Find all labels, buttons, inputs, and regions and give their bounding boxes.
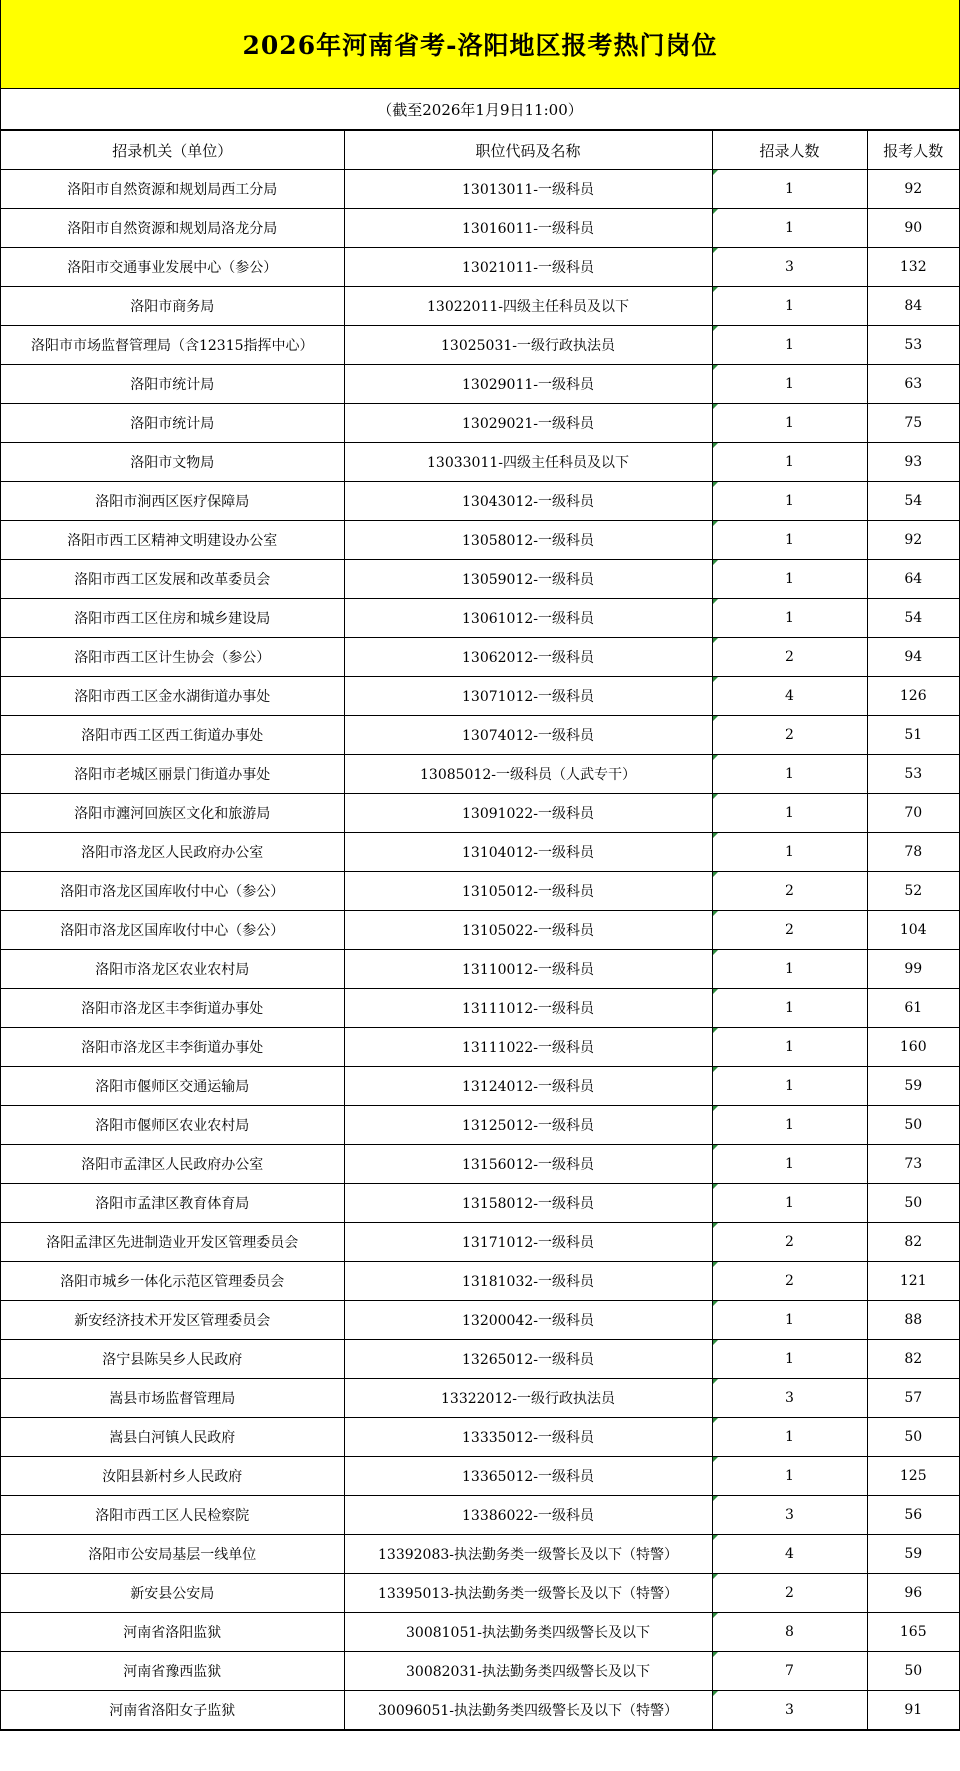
cell-applicant-count: 52 — [867, 872, 959, 911]
cell-recruit-count: 1 — [712, 1457, 867, 1496]
cell-applicant-count: 88 — [867, 1301, 959, 1340]
cell-position: 13365012-一级科员 — [344, 1457, 712, 1496]
table-row — [1, 1613, 959, 1652]
cell-agency: 洛阳市洛龙区农业农村局 — [1, 950, 344, 989]
cell-recruit-count: 4 — [712, 677, 867, 716]
cell-recruit-count: 1 — [712, 287, 867, 326]
cell-agency: 洛阳市洛龙区国库收付中心（参公） — [1, 872, 344, 911]
cell-position: 13335012-一级科员 — [344, 1418, 712, 1457]
cell-recruit-count: 2 — [712, 638, 867, 677]
cell-agency: 洛阳市西工区西工街道办事处 — [1, 716, 344, 755]
cell-recruit-count: 1 — [712, 1106, 867, 1145]
cell-agency: 洛阳市洛龙区国库收付中心（参公） — [1, 911, 344, 950]
cell-applicant-count: 57 — [867, 1379, 959, 1418]
table-row — [1, 287, 959, 326]
cell-applicant-count: 84 — [867, 287, 959, 326]
cell-applicant-count: 73 — [867, 1145, 959, 1184]
cell-recruit-count: 1 — [712, 560, 867, 599]
cell-applicant-count: 59 — [867, 1067, 959, 1106]
cell-agency: 洛阳市孟津区人民政府办公室 — [1, 1145, 344, 1184]
cell-agency: 洛阳市城乡一体化示范区管理委员会 — [1, 1262, 344, 1301]
cell-position: 13071012-一级科员 — [344, 677, 712, 716]
cell-recruit-count: 2 — [712, 1223, 867, 1262]
cell-recruit-count: 1 — [712, 1067, 867, 1106]
cell-position: 13104012-一级科员 — [344, 833, 712, 872]
cell-recruit-count: 1 — [712, 1145, 867, 1184]
cell-agency: 河南省洛阳监狱 — [1, 1613, 344, 1652]
table-row — [1, 1145, 959, 1184]
cell-position: 13111012-一级科员 — [344, 989, 712, 1028]
cell-agency: 洛阳孟津区先进制造业开发区管理委员会 — [1, 1223, 344, 1262]
cell-recruit-count: 3 — [712, 1379, 867, 1418]
positions-table — [1, 130, 959, 1730]
cell-applicant-count: 126 — [867, 677, 959, 716]
cell-recruit-count: 8 — [712, 1613, 867, 1652]
cell-position: 13061012-一级科员 — [344, 599, 712, 638]
cell-agency: 洛阳市公安局基层一线单位 — [1, 1535, 344, 1574]
cell-position: 13158012-一级科员 — [344, 1184, 712, 1223]
table-row — [1, 638, 959, 677]
cell-position: 13074012-一级科员 — [344, 716, 712, 755]
cell-recruit-count: 1 — [712, 521, 867, 560]
table-row — [1, 833, 959, 872]
cell-position: 13322012-一级行政执法员 — [344, 1379, 712, 1418]
cell-agency: 新安经济技术开发区管理委员会 — [1, 1301, 344, 1340]
cell-agency: 洛阳市自然资源和规划局洛龙分局 — [1, 209, 344, 248]
table-row — [1, 1340, 959, 1379]
table-row — [1, 1028, 959, 1067]
cell-recruit-count: 1 — [712, 599, 867, 638]
cell-position: 13029011-一级科员 — [344, 365, 712, 404]
table-body — [1, 170, 959, 1730]
cell-position: 13013011-一级科员 — [344, 170, 712, 209]
cell-recruit-count: 4 — [712, 1535, 867, 1574]
cell-agency: 洛阳市西工区金水湖街道办事处 — [1, 677, 344, 716]
header-agency: 招录机关（单位） — [1, 131, 344, 170]
cell-agency: 河南省豫西监狱 — [1, 1652, 344, 1691]
cell-position: 13016011-一级科员 — [344, 209, 712, 248]
table-row — [1, 248, 959, 287]
cell-applicant-count: 92 — [867, 521, 959, 560]
cell-applicant-count: 53 — [867, 755, 959, 794]
cell-applicant-count: 82 — [867, 1340, 959, 1379]
cell-position: 13021011-一级科员 — [344, 248, 712, 287]
table-row — [1, 1574, 959, 1613]
cell-position: 13059012-一级科员 — [344, 560, 712, 599]
cell-applicant-count: 94 — [867, 638, 959, 677]
cell-agency: 洛宁县陈吴乡人民政府 — [1, 1340, 344, 1379]
cell-agency: 洛阳市统计局 — [1, 404, 344, 443]
header-position-code: 职位代码及名称 — [344, 131, 712, 170]
cell-position: 13029021-一级科员 — [344, 404, 712, 443]
table-row — [1, 365, 959, 404]
cell-agency: 嵩县白河镇人民政府 — [1, 1418, 344, 1457]
cell-agency: 洛阳市商务局 — [1, 287, 344, 326]
cell-applicant-count: 165 — [867, 1613, 959, 1652]
cell-recruit-count: 1 — [712, 209, 867, 248]
cell-recruit-count: 1 — [712, 1184, 867, 1223]
cell-recruit-count: 1 — [712, 755, 867, 794]
table-row — [1, 599, 959, 638]
table-row — [1, 521, 959, 560]
cell-applicant-count: 78 — [867, 833, 959, 872]
cell-applicant-count: 51 — [867, 716, 959, 755]
table-row — [1, 404, 959, 443]
cell-applicant-count: 125 — [867, 1457, 959, 1496]
table-row — [1, 209, 959, 248]
cell-applicant-count: 56 — [867, 1496, 959, 1535]
cell-applicant-count: 93 — [867, 443, 959, 482]
cell-position: 13392083-执法勤务类一级警长及以下（特警） — [344, 1535, 712, 1574]
table-row — [1, 677, 959, 716]
cell-recruit-count: 2 — [712, 911, 867, 950]
table-row — [1, 482, 959, 521]
cell-applicant-count: 104 — [867, 911, 959, 950]
cell-position: 13058012-一级科员 — [344, 521, 712, 560]
table-row — [1, 950, 959, 989]
cell-position: 13091022-一级科员 — [344, 794, 712, 833]
cell-position: 13386022-一级科员 — [344, 1496, 712, 1535]
table-row — [1, 872, 959, 911]
cell-agency: 洛阳市洛龙区丰李街道办事处 — [1, 1028, 344, 1067]
cell-agency: 洛阳市偃师区农业农村局 — [1, 1106, 344, 1145]
cell-recruit-count: 1 — [712, 443, 867, 482]
cell-applicant-count: 63 — [867, 365, 959, 404]
table-row — [1, 560, 959, 599]
cell-position: 13022011-四级主任科员及以下 — [344, 287, 712, 326]
cell-applicant-count: 90 — [867, 209, 959, 248]
cell-recruit-count: 2 — [712, 716, 867, 755]
cell-position: 13125012-一级科员 — [344, 1106, 712, 1145]
cell-applicant-count: 59 — [867, 1535, 959, 1574]
table-row — [1, 170, 959, 209]
cell-agency: 洛阳市市场监督管理局（含12315指挥中心） — [1, 326, 344, 365]
cell-recruit-count: 2 — [712, 872, 867, 911]
cell-agency: 洛阳市西工区住房和城乡建设局 — [1, 599, 344, 638]
cell-applicant-count: 61 — [867, 989, 959, 1028]
cell-position: 13085012-一级科员（人武专干） — [344, 755, 712, 794]
cell-applicant-count: 50 — [867, 1418, 959, 1457]
table-row — [1, 989, 959, 1028]
cell-agency: 洛阳市西工区计生协会（参公） — [1, 638, 344, 677]
cell-position: 13033011-四级主任科员及以下 — [344, 443, 712, 482]
table-row — [1, 716, 959, 755]
cell-recruit-count: 1 — [712, 950, 867, 989]
cell-position: 13156012-一级科员 — [344, 1145, 712, 1184]
cell-recruit-count: 1 — [712, 989, 867, 1028]
cell-position: 13124012-一级科员 — [344, 1067, 712, 1106]
table-row — [1, 755, 959, 794]
cell-agency: 河南省洛阳女子监狱 — [1, 1691, 344, 1730]
cell-recruit-count: 1 — [712, 1301, 867, 1340]
table-row — [1, 1184, 959, 1223]
cell-position: 13105022-一级科员 — [344, 911, 712, 950]
header-applicant-count: 报考人数 — [867, 131, 959, 170]
cell-agency: 洛阳市孟津区教育体育局 — [1, 1184, 344, 1223]
cell-applicant-count: 70 — [867, 794, 959, 833]
cell-agency: 洛阳市涧西区医疗保障局 — [1, 482, 344, 521]
table-row — [1, 1262, 959, 1301]
cell-position: 30096051-执法勤务类四级警长及以下（特警） — [344, 1691, 712, 1730]
table-row — [1, 794, 959, 833]
cell-applicant-count: 160 — [867, 1028, 959, 1067]
cell-recruit-count: 1 — [712, 482, 867, 521]
cell-recruit-count: 1 — [712, 1340, 867, 1379]
page-title: 2026年河南省考-洛阳地区报考热门岗位 — [242, 31, 718, 60]
table-row — [1, 1691, 959, 1730]
table-row — [1, 1067, 959, 1106]
cell-agency: 新安县公安局 — [1, 1574, 344, 1613]
cell-recruit-count: 1 — [712, 365, 867, 404]
header-row — [1, 131, 959, 170]
cell-recruit-count: 1 — [712, 833, 867, 872]
table-row — [1, 326, 959, 365]
cell-agency: 洛阳市统计局 — [1, 365, 344, 404]
cell-position: 30082031-执法勤务类四级警长及以下 — [344, 1652, 712, 1691]
cell-applicant-count: 75 — [867, 404, 959, 443]
cell-agency: 洛阳市老城区丽景门街道办事处 — [1, 755, 344, 794]
cell-applicant-count: 96 — [867, 1574, 959, 1613]
cell-agency: 洛阳市西工区人民检察院 — [1, 1496, 344, 1535]
cell-agency: 洛阳市偃师区交通运输局 — [1, 1067, 344, 1106]
cell-recruit-count: 2 — [712, 1574, 867, 1613]
cell-applicant-count: 50 — [867, 1106, 959, 1145]
cell-applicant-count: 99 — [867, 950, 959, 989]
cell-applicant-count: 91 — [867, 1691, 959, 1730]
cell-agency: 洛阳市洛龙区人民政府办公室 — [1, 833, 344, 872]
cell-applicant-count: 132 — [867, 248, 959, 287]
table-row — [1, 1301, 959, 1340]
cell-recruit-count: 3 — [712, 1496, 867, 1535]
cell-applicant-count: 53 — [867, 326, 959, 365]
table-row — [1, 911, 959, 950]
cell-agency: 洛阳市交通事业发展中心（参公） — [1, 248, 344, 287]
cell-applicant-count: 64 — [867, 560, 959, 599]
cell-agency: 洛阳市西工区发展和改革委员会 — [1, 560, 344, 599]
cell-agency: 嵩县市场监督管理局 — [1, 1379, 344, 1418]
table-row — [1, 1106, 959, 1145]
header-recruit-count: 招录人数 — [712, 131, 867, 170]
cell-recruit-count: 1 — [712, 1418, 867, 1457]
table-row — [1, 1496, 959, 1535]
cell-position: 13200042-一级科员 — [344, 1301, 712, 1340]
cell-applicant-count: 82 — [867, 1223, 959, 1262]
table-row — [1, 1652, 959, 1691]
cell-position: 13111022-一级科员 — [344, 1028, 712, 1067]
cell-applicant-count: 121 — [867, 1262, 959, 1301]
cell-recruit-count: 2 — [712, 1262, 867, 1301]
table-row — [1, 1418, 959, 1457]
cell-recruit-count: 1 — [712, 404, 867, 443]
cell-position: 13171012-一级科员 — [344, 1223, 712, 1262]
cell-position: 13181032-一级科员 — [344, 1262, 712, 1301]
table-row — [1, 1535, 959, 1574]
cell-agency: 洛阳市西工区精神文明建设办公室 — [1, 521, 344, 560]
cell-applicant-count: 54 — [867, 482, 959, 521]
cell-agency: 洛阳市文物局 — [1, 443, 344, 482]
cell-agency: 汝阳县新村乡人民政府 — [1, 1457, 344, 1496]
table-row — [1, 1379, 959, 1418]
cell-position: 13105012-一级科员 — [344, 872, 712, 911]
cell-position: 13265012-一级科员 — [344, 1340, 712, 1379]
cell-agency: 洛阳市洛龙区丰李街道办事处 — [1, 989, 344, 1028]
cell-position: 13062012-一级科员 — [344, 638, 712, 677]
cell-position: 13025031-一级行政执法员 — [344, 326, 712, 365]
cell-recruit-count: 1 — [712, 326, 867, 365]
title-banner — [1, 0, 959, 89]
cell-recruit-count: 7 — [712, 1652, 867, 1691]
subtitle-banner — [1, 89, 959, 130]
cell-applicant-count: 54 — [867, 599, 959, 638]
cell-position: 13395013-执法勤务类一级警长及以下（特警） — [344, 1574, 712, 1613]
cell-recruit-count: 3 — [712, 248, 867, 287]
cell-position: 30081051-执法勤务类四级警长及以下 — [344, 1613, 712, 1652]
cell-position: 13043012-一级科员 — [344, 482, 712, 521]
cell-recruit-count: 1 — [712, 794, 867, 833]
cell-recruit-count: 3 — [712, 1691, 867, 1730]
cell-recruit-count: 1 — [712, 1028, 867, 1067]
cell-applicant-count: 50 — [867, 1184, 959, 1223]
as-of-timestamp: （截至2026年1月9日11:00） — [377, 100, 583, 119]
cell-applicant-count: 92 — [867, 170, 959, 209]
cell-agency: 洛阳市瀍河回族区文化和旅游局 — [1, 794, 344, 833]
cell-agency: 洛阳市自然资源和规划局西工分局 — [1, 170, 344, 209]
table-row — [1, 443, 959, 482]
cell-applicant-count: 50 — [867, 1652, 959, 1691]
table-row — [1, 1457, 959, 1496]
table-row — [1, 1223, 959, 1262]
cell-recruit-count: 1 — [712, 170, 867, 209]
cell-position: 13110012-一级科员 — [344, 950, 712, 989]
